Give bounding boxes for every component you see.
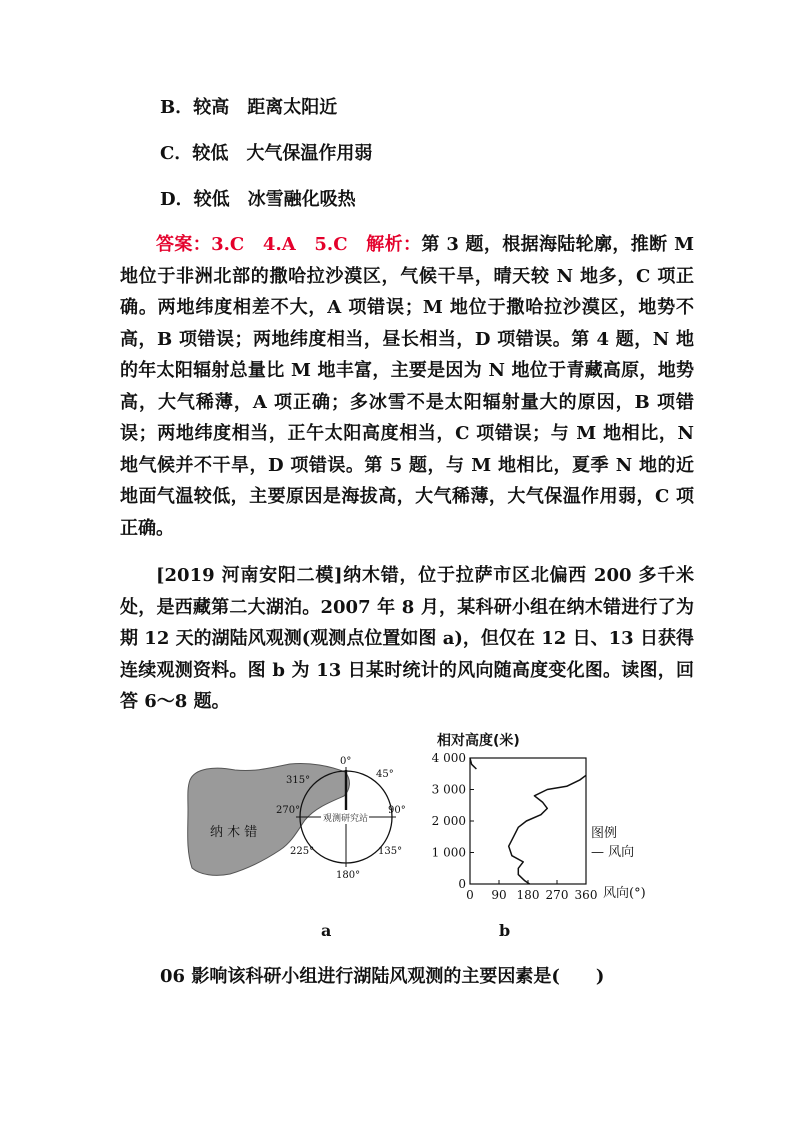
- wind-direction-line-1: [470, 758, 476, 769]
- y-tick-label: 2 000: [431, 814, 466, 828]
- option-d: D．较低 冰雪融化吸热: [160, 189, 356, 210]
- answer-label: 答案：: [156, 234, 212, 255]
- y-tick-label: 3 000: [431, 782, 466, 797]
- caption-b: b: [499, 921, 511, 940]
- angle-45: 45°: [376, 769, 394, 780]
- x-tick-label: 360: [574, 888, 598, 902]
- answer-paragraph: [120, 229, 694, 544]
- lake-label: 纳 木 错: [210, 825, 258, 840]
- angle-180: 180°: [336, 870, 361, 881]
- analysis-label: 解析：: [366, 234, 422, 255]
- legend-title: 图例: [591, 826, 618, 841]
- angle-270: 270°: [276, 805, 301, 816]
- material-paragraph: [2019 河南安阳二模]纳木错，位于拉萨市区北偏西 200 多千米处，是西藏第二大湖泊。2007 年 8 月，某科研小组在纳木错进行了为期 12 天的湖陆风观测(观测点位置如图 a)，但仅在 12 日、13 日获得连续观测资料。图 b 为 13 日某时统计的风向随高度变化图。读图，回答 6～8 题。: [120, 565, 694, 712]
- angle-0: 0°: [340, 756, 352, 767]
- station-label: 观测研究站: [323, 814, 369, 824]
- x-axis-label: 风向(°): [603, 886, 646, 901]
- x-tick-label: 270: [545, 888, 569, 902]
- figure-a-map: [180, 750, 420, 890]
- legend-item: — 风向: [591, 845, 635, 860]
- angle-315: 315°: [286, 775, 311, 786]
- x-tick-label: 90: [491, 888, 507, 902]
- angle-135: 135°: [378, 846, 403, 857]
- y-tick-label: 1 000: [431, 845, 466, 860]
- y-tick-label: 4 000: [431, 751, 466, 765]
- y-tick-label: 0: [458, 877, 466, 891]
- angle-225: 225°: [290, 846, 315, 857]
- x-tick-label: 180: [516, 888, 540, 902]
- caption-a: a: [321, 921, 332, 940]
- figure-b-chart: [425, 725, 685, 905]
- angle-90: 90°: [388, 805, 406, 816]
- answer-values: 3.C 4.A 5.C: [211, 234, 367, 255]
- y-axis-label: 相对高度(米): [437, 733, 520, 749]
- question-6: 06 影响该科研小组进行湖陆风观测的主要因素是( ): [160, 966, 605, 987]
- option-b: B．较高 距离太阳近: [160, 97, 338, 118]
- x-tick-label: 0: [466, 888, 474, 902]
- analysis-text: 第 3 题，根据海陆轮廓，推断 M 地位于非洲北部的撒哈拉沙漠区，气候干旱，晴天较 N 地多，C 项正确。两地纬度相差不大，A 项错误；M 地位于撒哈拉沙漠区，地势不高，B 项错误；两地纬度相当，昼长相当，D 项错误。第 4 题，N 地的年太阳辐射总量比 M 地丰富，主要是因为 N 地位于青藏高原，地势高，大气稀薄，A 项正确；多冰雪不是太阳辐射量大的原因，B 项错误；两地纬度相当，正午太阳高度相当，C 项错误；与 M 地相比，N 地气候并不干旱，D 项错误。第 5 题，与 M 地相比，夏季 N 地的近地面气温较低，主要原因是海拔高，大气稀薄，大气保温作用弱，C 项正确。: [120, 234, 695, 539]
- option-c: C．较低 大气保温作用弱: [160, 143, 373, 164]
- wind-direction-line-0: [509, 775, 586, 884]
